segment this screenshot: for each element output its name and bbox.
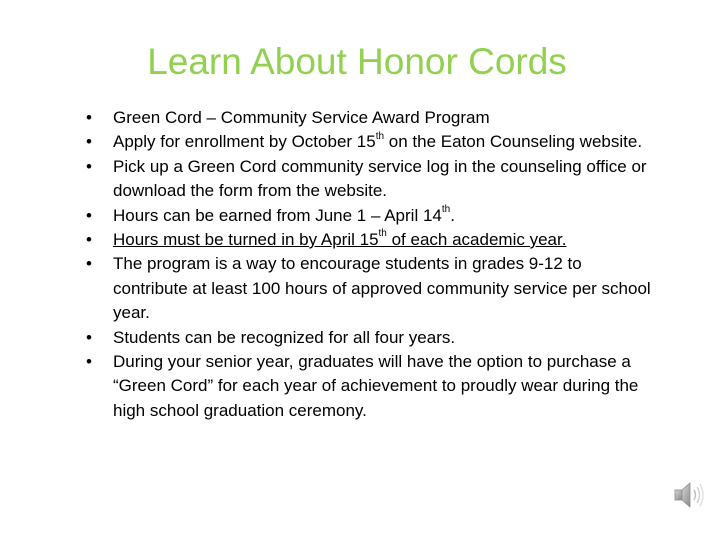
bullet-item: [86, 106, 652, 130]
speaker-icon[interactable]: [671, 477, 707, 513]
bullet-text: [113, 352, 638, 420]
text-segment: Green Cord – Community Service Award Program: [113, 108, 490, 127]
bullet-marker: •: [86, 205, 92, 225]
bullet-text: [113, 328, 455, 347]
text-segment: The program is a way to encourage students in grades 9-12 to contribute at least 100 hours of approved community service per school year.: [113, 254, 651, 323]
text-segment: Pick up a Green Cord community service log in the counseling office or download the form from the website.: [113, 156, 647, 201]
bullet-text: [113, 254, 651, 322]
speaker-icon-svg: [671, 477, 707, 513]
bullet-item: [86, 155, 652, 204]
superscript: th: [441, 203, 451, 215]
text-segment: Apply for enrollment by October 15: [113, 132, 376, 152]
bullet-item: [86, 228, 652, 252]
text-segment: Hours must be turned in by April 15: [113, 230, 379, 250]
bullet-marker: •: [86, 108, 92, 127]
bullet-marker: •: [86, 156, 92, 176]
bullet-item: [86, 350, 652, 423]
bullet-marker: •: [86, 230, 92, 250]
text-segment: Hours can be earned from June 1 – April 14: [113, 205, 442, 225]
bullet-item: [86, 252, 652, 325]
bullet-text: [113, 132, 642, 151]
text-segment: Students can be recognized for all four years.: [113, 327, 456, 347]
superscript: th: [378, 228, 387, 240]
bullet-list: [86, 106, 652, 423]
text-segment: of each academic year.: [386, 230, 567, 250]
superscript: th: [375, 130, 385, 142]
bullet-text: [113, 157, 647, 200]
bullet-text: [113, 203, 455, 225]
bullet-item: [86, 326, 652, 350]
bullet-marker: •: [86, 132, 92, 152]
bullet-item: [86, 130, 652, 154]
bullet-item: [86, 204, 652, 228]
bullet-text: [113, 108, 490, 127]
bullet-marker: •: [86, 352, 92, 372]
bullet-marker: •: [86, 327, 92, 347]
text-segment: on the Eaton Counseling website.: [384, 132, 643, 152]
bullet-text: [113, 230, 566, 249]
text-segment: .: [450, 205, 455, 225]
slide-title: Learn About Honor Cords: [147, 41, 567, 82]
text-segment: During your senior year, graduates will have the option to purchase a “Green Cord” for each year of achievement to proudly wear during the high school graduation ceremony.: [113, 352, 639, 420]
bullet-marker: •: [86, 254, 92, 274]
